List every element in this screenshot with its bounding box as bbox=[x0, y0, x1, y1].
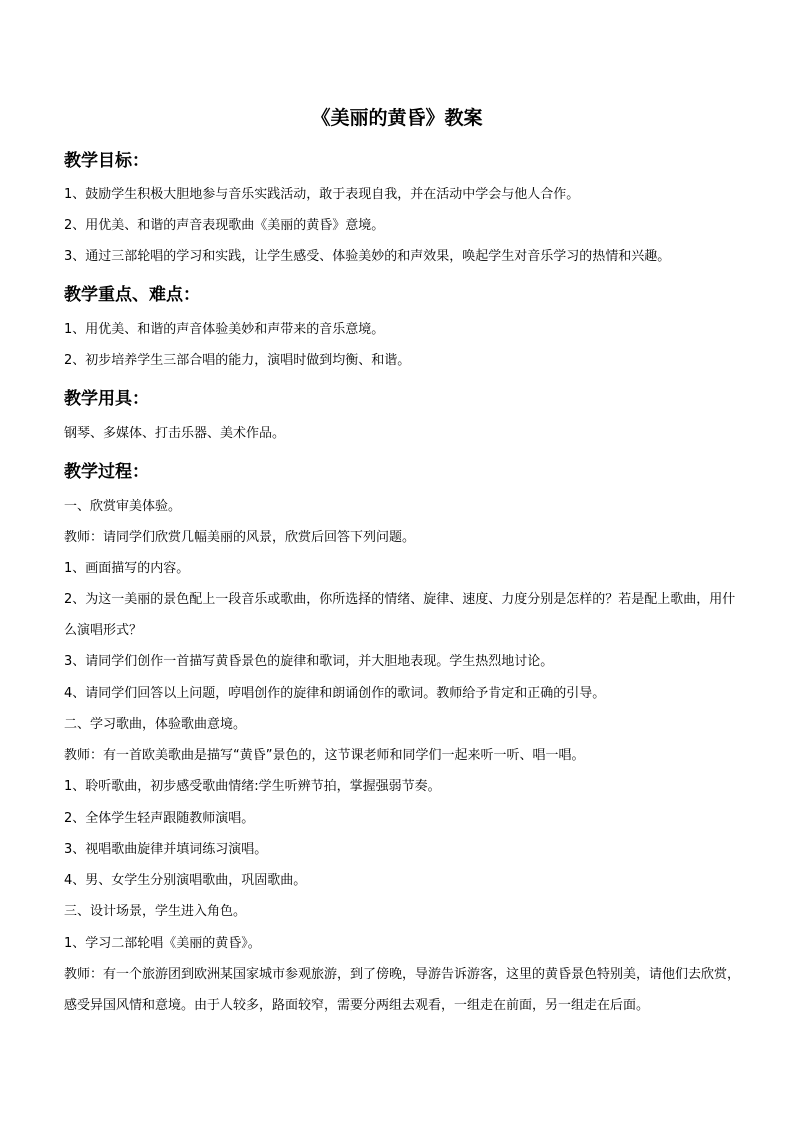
process-line: 4、请同学们回答以上问题，哼唱创作的旋律和朗诵创作的歌词。教师给予肯定和正确的引导。 bbox=[64, 686, 606, 701]
process-line: 3、视唱歌曲旋律并填词练习演唱。 bbox=[64, 842, 268, 857]
document-title: 《美丽的黄昏》教案 bbox=[311, 107, 483, 129]
materials-text: 钢琴、多媒体、打击乐器、美术作品。 bbox=[64, 426, 286, 441]
process-line: 教师：有一首欧美歌曲是描写“黄昏”景色的，这节课老师和同学们一起来听一听、唱一唱。 bbox=[64, 748, 585, 763]
process-line: 1、画面描写的内容。 bbox=[64, 561, 190, 576]
section-heading-materials: 教学用具： bbox=[64, 389, 149, 409]
process-line: 三、设计场景，学生进入角色。 bbox=[64, 904, 247, 919]
process-line: 4、男、女学生分别演唱歌曲，巩固歌曲。 bbox=[64, 873, 307, 888]
process-line: 3、请同学们创作一首描写黄昏景色的旋律和歌词，并大胆地表现。学生热烈地讨论。 bbox=[64, 654, 554, 669]
process-line: 教师：有一个旅游团到欧洲某国家城市参观旅游，到了傍晚，导游告诉游客，这里的黄昏景色特别美，请他们去欣赏，感受异国风情和意境。由于人较多，路面较窄，需要分两组去观看，一组走在前面，另一组走在后面。 bbox=[64, 967, 741, 1013]
objective-item-2: 2、用优美、和谐的声音表现歌曲《美丽的黄昏》意境。 bbox=[64, 218, 385, 233]
process-line: 一、欣赏审美体验。 bbox=[64, 499, 182, 514]
process-line: 教师：请同学们欣赏几幅美丽的风景，欣赏后回答下列问题。 bbox=[64, 530, 416, 545]
process-line: 2、全体学生轻声跟随教师演唱。 bbox=[64, 811, 255, 826]
section-heading-process: 教学过程： bbox=[64, 462, 149, 482]
section-heading-key-points: 教学重点、难点： bbox=[64, 285, 200, 305]
objective-item-3: 3、通过三部轮唱的学习和实践，让学生感受、体验美妙的和声效果，唤起学生对音乐学习的热情和兴趣。 bbox=[64, 249, 671, 264]
key-point-item-2: 2、初步培养学生三部合唱的能力，演唱时做到均衡、和谐。 bbox=[64, 353, 411, 368]
process-line: 1、学习二部轮唱《美丽的黄昏》。 bbox=[64, 936, 261, 951]
key-point-item-1: 1、用优美、和谐的声音体验美妙和声带来的音乐意境。 bbox=[64, 322, 385, 337]
process-line: 二、学习歌曲，体验歌曲意境。 bbox=[64, 717, 247, 732]
process-line: 2、为这一美丽的景色配上一段音乐或歌曲，你所选择的情绪、旋律、速度、力度分别是怎样的？若是配上歌曲，用什么演唱形式？ bbox=[64, 592, 736, 638]
section-heading-objectives: 教学目标： bbox=[64, 151, 149, 171]
objective-item-1: 1、鼓励学生积极大胆地参与音乐实践活动，敢于表现自我，并在活动中学会与他人合作。 bbox=[64, 187, 580, 202]
process-line: 1、聆听歌曲，初步感受歌曲情绪:学生听辨节拍，掌握强弱节奏。 bbox=[64, 779, 441, 794]
